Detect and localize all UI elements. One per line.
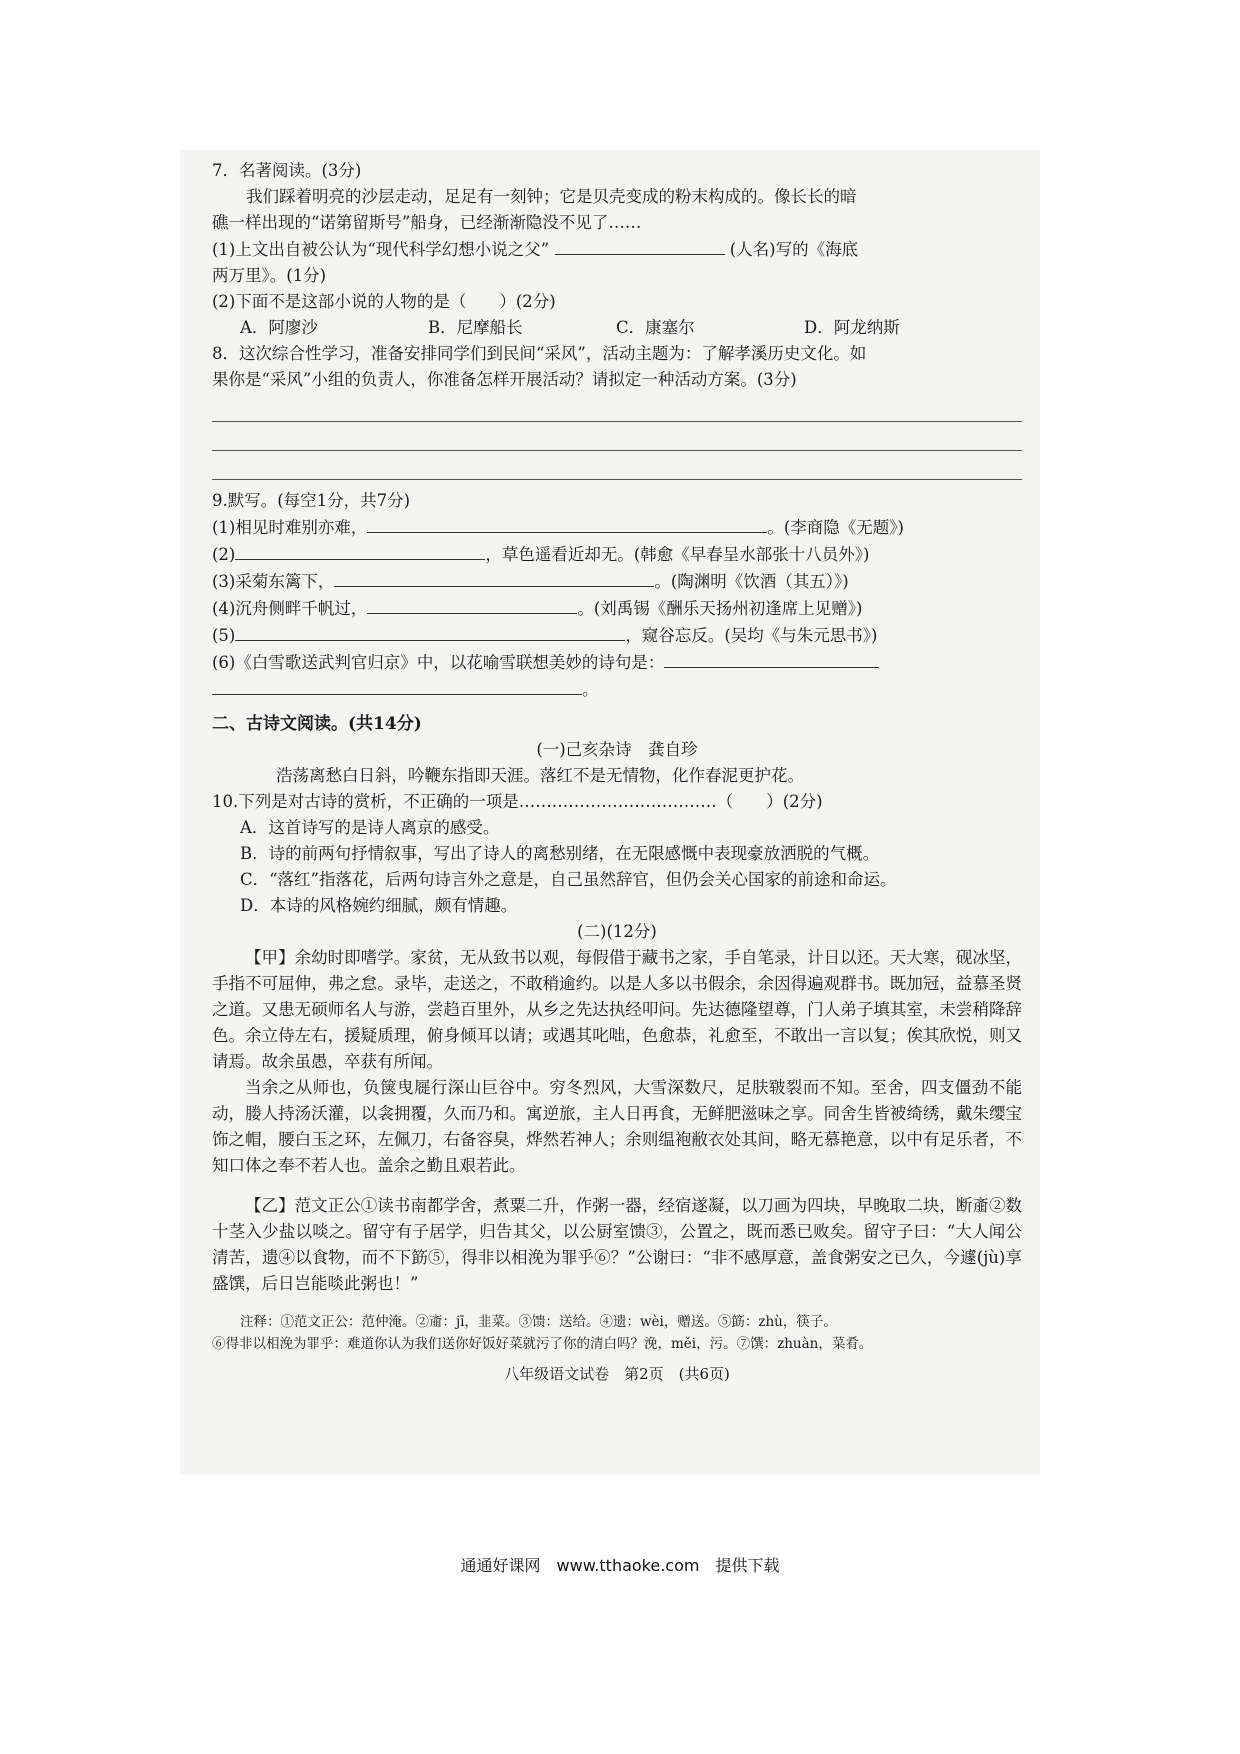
q7-option-c[interactable]: C．康塞尔 xyxy=(616,318,695,337)
passage-jia-paragraph-2: 当余之从师也，负箧曳屣行深山巨谷中。穷冬烈风，大雪深数尺，足肤皲裂而不知。至舍，四支僵劲不能动，媵人持汤沃灌，以衾拥覆，久而乃和。寓逆旅，主人日再食，无鲜肥滋味之享。同舍生皆被绮绣，戴朱缨宝饰之帽，腰白玉之环，左佩刀，右备容臭，烨然若神人；余则缊袍敝衣处其间，略无慕艳意，以中有足乐者，不知口体之奉不若人也。盖余之勤且艰若此。 xyxy=(212,1078,1022,1175)
q9-5-suffix: ，窥谷忘反。(吴均《与朱元思书》) xyxy=(625,626,878,645)
q7-sub1-suffix: (人名)写的《海底 xyxy=(729,240,859,259)
q9-3-suffix: 。(陶渊明《饮酒（其五）》) xyxy=(654,572,849,591)
q9-item-1 xyxy=(212,514,1022,541)
q9-2-suffix: ，草色遥看近却无。(韩愈《早春呈水部张十八员外》) xyxy=(485,545,870,564)
poem-text: 浩荡离愁白日斜，吟鞭东指即天涯。落红不是无情物，化作春泥更护花。 xyxy=(276,766,804,785)
q9-5-blank[interactable] xyxy=(235,622,625,641)
q9-1-suffix: 。(李商隐《无题》) xyxy=(767,518,904,537)
passage-yi: 【乙】范文正公①读书南都学舍，煮粟二升，作粥一器，经宿遂凝，以刀画为四块，早晚取二块，断齑②数十茎入少盐以啖之。留守有子居学，归告其父，以公厨室馈③，公置之，既而悉已败矣。留守子曰：“大人闻公清苦，遗④以食物，而不下筯⑤，得非以相浼为罪乎⑥？”公谢曰：“非不感厚意，盖食粥安之已久，今遽(jù)享盛馔，后日岂能啖此粥也！” xyxy=(212,1196,1022,1293)
q9-1-prefix: (1)相见时难别亦难， xyxy=(212,518,368,537)
q7-sub1 xyxy=(212,236,1022,263)
download-watermark: 通通好课网 www.tthaoke.com 提供下载 xyxy=(460,1556,780,1575)
q7-sub1-prefix: (1)上文出自被公认为“现代科学幻想小说之父” xyxy=(212,240,550,259)
q9-6-prefix: (6)《白雪歌送武判官归京》中，以花喻雪联想美妙的诗句是： xyxy=(212,653,665,672)
q9-2-blank[interactable] xyxy=(235,541,485,560)
q10-option-d[interactable]: D．本诗的风格婉约细腻，颇有情趣。 xyxy=(240,896,518,915)
q9-3-blank[interactable] xyxy=(334,568,654,587)
q7-option-d[interactable]: D．阿龙纳斯 xyxy=(804,318,900,337)
q9-3-prefix: (3)采菊东篱下， xyxy=(212,572,335,591)
q9-item-2 xyxy=(212,541,1022,568)
q9-6-blank-1[interactable] xyxy=(664,649,879,668)
q9-5-prefix: (5) xyxy=(212,626,236,645)
q9-4-prefix: (4)沉舟侧畔千帆过， xyxy=(212,599,368,618)
q9-4-suffix: 。(刘禹锡《酬乐天扬州初逢席上见赠》) xyxy=(577,599,863,618)
q8-answer-line-1[interactable] xyxy=(212,393,1022,422)
q10-option-c[interactable]: C．“落红”指落花，后两句诗言外之意是，自己虽然辞官，但仍会关心国家的前途和命运。 xyxy=(240,870,897,889)
passage-jia-paragraph-1: 【甲】余幼时即嗜学。家贫，无从致书以观，每假借于藏书之家，手自笔录，计日以还。天大寒，砚冰坚，手指不可屈伸，弗之怠。录毕，走送之，不敢稍逾约。以是人多以书假余，余因得遍观群书。既加冠，益慕圣贤之道。又患无硕师名人与游，尝趋百里外，从乡之先达执经叩问。先达德隆望尊，门人弟子填其室，未尝稍降辞色。余立侍左右，援疑质理，俯身倾耳以请；或遇其叱咄，色愈恭，礼愈至，不敢出一言以复；俟其欣悦，则又请焉。故余虽愚，卒获有所闻。 xyxy=(212,948,1022,1071)
q9-6-blank-2[interactable] xyxy=(212,676,582,695)
q7-sub2: (2)下面不是这部小说的人物的是（ ）(2分) xyxy=(212,292,556,311)
q7-options xyxy=(212,315,1022,341)
q7-option-a[interactable]: A．阿廖沙 xyxy=(240,318,318,337)
q9-item-5 xyxy=(212,622,1022,649)
notes-line-2: ⑥得非以相浼为罪乎：难道你认为我们送你好饭好菜就污了你的清白吗？浼，měi，污。⑦馔：zhuàn，菜肴。 xyxy=(212,1336,873,1352)
q10-option-b[interactable]: B．诗的前两句抒情叙事，写出了诗人的离愁别绪，在无限感慨中表现豪放洒脱的气概。 xyxy=(240,844,880,863)
q9-6-suffix: 。 xyxy=(582,680,599,699)
q7-sub1-end: 两万里》。(1分) xyxy=(212,266,327,285)
exam-sheet xyxy=(212,158,1022,1387)
q9-2-prefix: (2) xyxy=(212,545,236,564)
q8-line-2: 果你是“采风”小组的负责人，你准备怎样开展活动？请拟定一种活动方案。(3分) xyxy=(212,370,797,389)
q7-title: 7．名著阅读。(3分) xyxy=(212,161,362,180)
notes-line-1: 注释：①范文正公：范仲淹。②齑：jī，韭菜。③馈：送给。④遗：wèi，赠送。⑤筯：zhù，筷子。 xyxy=(240,1314,837,1330)
q8-line-1: 8．这次综合性学习，准备安排同学们到民间“采风”，活动主题为：了解孝溪历史文化。如 xyxy=(212,344,867,363)
q9-4-blank[interactable] xyxy=(367,595,577,614)
page-footer: 八年级语文试卷 第2页 (共6页) xyxy=(504,1365,730,1383)
q9-item-6-cont xyxy=(212,676,1022,703)
q9-item-3 xyxy=(212,568,1022,595)
q7-option-b[interactable]: B．尼摩船长 xyxy=(428,318,523,337)
q7-passage-line-1: 我们踩着明亮的沙层走动，足足有一刻钟；它是贝壳变成的粉末构成的。像长长的暗 xyxy=(246,187,857,206)
poem-title: (一)己亥杂诗 龚自珍 xyxy=(536,740,698,759)
q8-answer-line-2[interactable] xyxy=(212,422,1022,451)
q10-stem: 10.下列是对古诗的赏析，不正确的一项是………………………………（ ）(2分) xyxy=(212,792,823,811)
q9-title: 9.默写。(每空1分，共7分) xyxy=(212,491,411,510)
part2-title: 二、古诗文阅读。(共14分) xyxy=(212,714,422,734)
q7-passage-line-2: 礁一样出现的“诺第留斯号”船身，已经渐渐隐没不见了…… xyxy=(212,213,642,232)
q9-item-4 xyxy=(212,595,1022,622)
q8-answer-line-3[interactable] xyxy=(212,451,1022,480)
q10-option-a[interactable]: A．这首诗写的是诗人离京的感受。 xyxy=(240,818,500,837)
section2-title: (二)(12分) xyxy=(577,922,657,941)
q7-author-blank[interactable] xyxy=(555,236,725,255)
q9-item-6 xyxy=(212,649,1022,676)
q9-1-blank[interactable] xyxy=(367,514,767,533)
